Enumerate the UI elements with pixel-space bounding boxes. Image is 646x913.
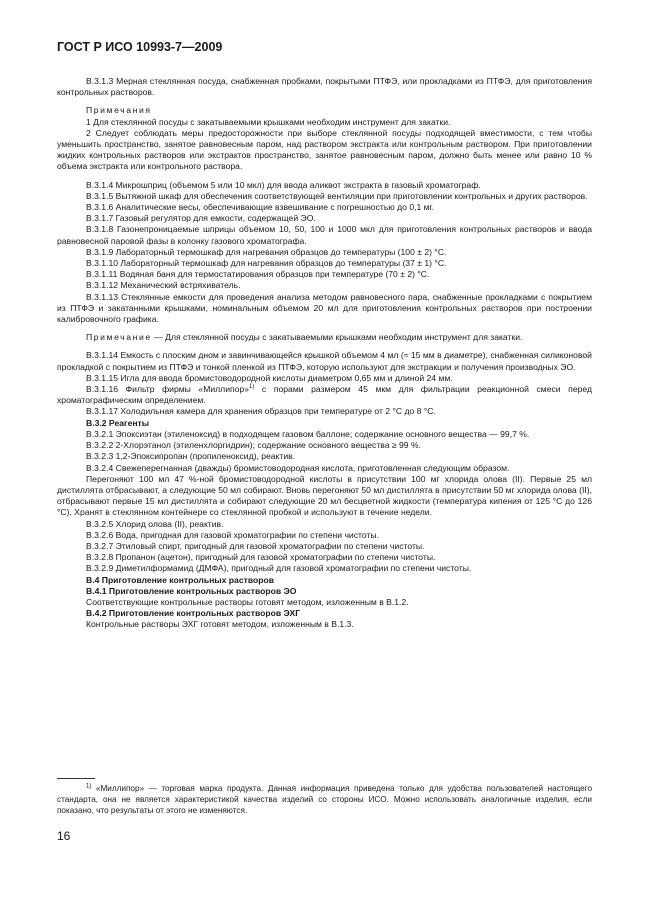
paragraph-b324: В.3.2.4 Свежеперегнанная (дважды) бромистоводородная кислота, приготовленная следующим образом. bbox=[86, 462, 510, 473]
footnote-text: «Миллипор» — торговая марка продукта. Данная информация приведена только для удобства пользователей настоящего стандарта, она не является характеристикой качества изделий со стороны ИСО. Можно использовать аналогичные изделия, если показано, что результаты от этого не изменяются. bbox=[57, 784, 592, 815]
paragraph-b3113: В.3.1.13 Стеклянные емкости для проведения анализа методом равновесного пара, снабженные прокладками с покрытием из ПТФЭ и закатанными крышками, номинальным объемом 20 мл для приготовления контрольных растворов при построении калибровочного графика. bbox=[57, 291, 592, 325]
b3116-text-b: с порами размером 45 мкм для фильтрации реакционной смеси перед хроматографическим определением. bbox=[57, 384, 592, 406]
paragraph-b322: В.3.2.2 2-Хлорэтанол (этиленхлоргидрин); содержание основного вещества ≥ 99 %. bbox=[86, 440, 421, 451]
paragraph-b3112: В.3.1.12 Механический встряхиватель. bbox=[86, 280, 241, 291]
paragraph-b3114: В.3.1.14 Емкость с плоским дном и завинчивающейся крышкой объемом 4 мл (≈ 15 мм в диаметре), снабженная силиконовой прокладкой с покрытием из ПТФЭ и тонкой пленкой из ПТФЭ, которую используют для экстракции и получения производных ЭО. bbox=[57, 350, 592, 372]
note-item-1: 1 Для стеклянной посуды с закатываемыми крышками необходим инструмент для закатки. bbox=[86, 116, 451, 127]
heading-b4: В.4 Приготовление контрольных растворов bbox=[86, 574, 275, 585]
footnote-marker: 1) bbox=[86, 783, 92, 790]
footnote-divider bbox=[57, 778, 95, 779]
paragraph-b3110: В.3.1.10 Лабораторный термошкаф для нагревания образцов до температуры (37 ± 1) °С. bbox=[86, 258, 447, 269]
note-text: — Для стеклянной посуды с закатываемыми крышками необходим инструмент для закатки. bbox=[154, 332, 523, 343]
paragraph-b323: В.3.2.3 1,2-Эпоксипропан (пропиленоксид), реактив. bbox=[86, 451, 296, 462]
paragraph-b328: В.3.2.8 Пропанон (ацетон), пригодный для газовой хроматографии по степени чистоты. bbox=[86, 552, 436, 563]
paragraph-distillation: Перегоняют 100 мл 47 %-ной бромистоводородной кислоты в присутствии 100 мг хлорида олова (II). Первые 25 мл дистиллята отбрасывают, а следующие 50 мл собирают. Вновь перегоняют 50 мл дистиллята в присутствии 50 мг хлорида олова (II), отбрасывают первые 15 мл дистиллята и собирают следующие 20 мл бесцветной жидкости (температура кипения от 125 °С до 126 °С). Хранят в стеклянном контейнере со стеклянной пробкой и используют в течение недели. bbox=[57, 473, 592, 518]
footnote bbox=[57, 783, 592, 816]
paragraph-b325: В.3.2.5 Хлорид олова (II), реактив. bbox=[86, 518, 224, 529]
heading-b42: В.4.2 Приготовление контрольных растворов ЭХГ bbox=[86, 608, 301, 619]
paragraph-b3115: В.3.1.15 Игла для ввода бромистоводородной кислоты диаметром 0,65 мм и длиной 24 мм. bbox=[86, 372, 453, 383]
paragraph-b327: В.3.2.7 Этиловый спирт, пригодный для газовой хроматографии по степени чистоты. bbox=[86, 540, 425, 551]
paragraph-b313: В.3.1.3 Мерная стеклянная посуда, снабженная пробками, покрытыми ПТФЭ, или прокладками из ПТФЭ, для приготовления контрольных растворов. bbox=[57, 76, 592, 98]
paragraph-b3111: В.3.1.11 Водяная баня для термостатирования образцов при температуре (70 ± 2) °С. bbox=[86, 269, 430, 280]
note-label: Примечание bbox=[86, 332, 152, 343]
note-single bbox=[57, 332, 592, 343]
paragraph-b42: Контрольные растворы ЭХГ готовят методом, изложенным в В.1.3. bbox=[86, 619, 354, 630]
page-body bbox=[57, 76, 592, 631]
paragraph-b316: В.3.1.6 Аналитические весы, обеспечивающие взвешивание с погрешностью до 0,1 мг. bbox=[86, 202, 435, 213]
paragraph-b329: В.3.2.9 Диметилформамид (ДМФА), пригодный для газовой хроматографии по степени чистоты. bbox=[86, 563, 472, 574]
paragraph-b318: В.3.1.8 Газонепроницаемые шприцы объемом 10, 50, 100 и 1000 мкл для приготовления контрольных растворов и ввода равновесной паровой фазы в колонку газового хроматографа. bbox=[57, 224, 592, 246]
note-item-2: 2 Следует соблюдать меры предосторожности при выборе стеклянной посуды подходящей вместимости, с тем чтобы уменьшить пространство, занятое равновесным паром, над раствором экстракта или контрольным раствором. При приготовлении жидких контрольных растворов или экстрактов пространство, занятое равновесным паром, должно быть менее или равно 10 % объема экстракта или контрольного раствора. bbox=[57, 127, 592, 172]
b3116-text-a: В.3.1.16 Фильтр фирмы «Миллипор» bbox=[86, 384, 249, 395]
footnote-paragraph bbox=[57, 783, 592, 816]
heading-b41: В.4.1 Приготовление контрольных растворов ЭО bbox=[86, 585, 297, 596]
heading-b32: В.3.2 Реагенты bbox=[86, 417, 150, 428]
paragraph-b321: В.3.2.1 Эпоксиэтан (этиленоксид) в подходящем газовом баллоне; содержание основного вещества — 99,7 %. bbox=[86, 428, 530, 439]
footnote-ref: 1) bbox=[248, 384, 255, 391]
document-header: ГОСТ Р ИСО 10993-7—2009 bbox=[57, 40, 223, 54]
paragraph-b315: В.3.1.5 Вытяжной шкаф для обеспечения соответствующей вентиляции при приготовлении контрольных и других растворов. bbox=[86, 190, 588, 201]
paragraph-b326: В.3.2.6 Вода, пригодная для газовой хроматографии по степени чистоты. bbox=[86, 529, 379, 540]
paragraph-b3117: В.3.1.17 Холодильная камера для хранения образцов при температуре от 2 °С до 8 °С. bbox=[86, 406, 436, 417]
paragraph-b319: В.3.1.9 Лабораторный термошкаф для нагревания образцов до температуры (100 ± 2) °С. bbox=[86, 246, 447, 257]
paragraph-b3116 bbox=[57, 384, 592, 406]
paragraph-b314: В.3.1.4 Микрошприц (объемом 5 или 10 мкл) для ввода аликвот экстракта в газовый хроматограф. bbox=[86, 179, 481, 190]
notes-label: Примечания bbox=[86, 105, 152, 116]
page-number: 16 bbox=[57, 829, 71, 843]
paragraph-b41: Соответствующие контрольные растворы готовят методом, изложенным в В.1.2. bbox=[86, 596, 409, 607]
paragraph-b317: В.3.1.7 Газовый регулятор для емкости, содержащей ЭО. bbox=[86, 213, 316, 224]
